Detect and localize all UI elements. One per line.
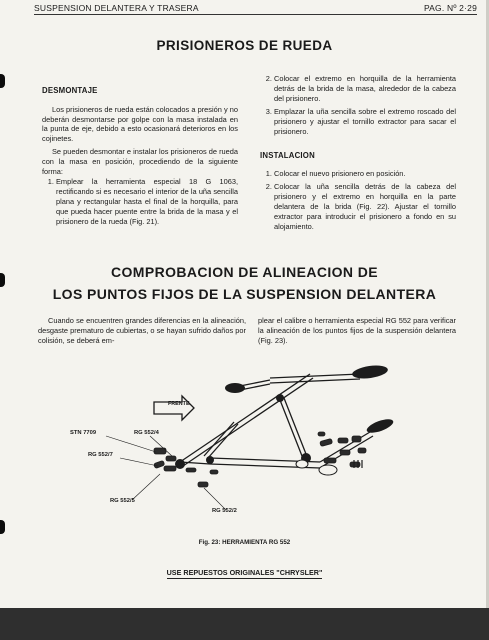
punch-hole: [0, 273, 5, 287]
desmontaje-step-3: 3. Emplazar la uña sencilla sobre el extremo roscado del prisionero y ajustar el tornillo extractor para sacar el prisionero.: [274, 107, 456, 136]
section1-title: PRISIONEROS DE RUEDA: [156, 38, 333, 53]
label-rg-552-4: RG 552/4: [134, 430, 159, 436]
instalacion-heading: INSTALACION: [260, 150, 315, 160]
desmontaje-paragraph-1: Los prisioneros de rueda están colocados a presión y no deberán desmontarse por golpe con la masa instalada en la punta de eje, debido a esto ocasionará deterioros en los cojinetes.: [42, 104, 238, 144]
label-rg-552-7: RG 552/7: [88, 452, 113, 458]
label-rg-552-2: RG 552/2: [212, 508, 237, 514]
gauge-joint-left: [175, 459, 185, 469]
punch-hole: [0, 74, 5, 88]
leader-rg-552-2: [204, 488, 226, 510]
label-stn-7709: STN 7709: [70, 430, 97, 436]
footer-text: USE REPUESTOS ORIGINALES "CHRYSLER": [166, 568, 323, 577]
gauge-right-arm: [320, 432, 370, 462]
section2-paragraph-left: Cuando se encuentren grandes diferencias en la alineación, desgaste prematuro de cubiertas, o se hayan sufrido daños por colisión, se deberá em-: [38, 316, 246, 345]
page-footer: [0, 568, 489, 577]
punch-hole: [0, 520, 5, 534]
desmontaje-heading: DESMONTAJE: [42, 86, 98, 95]
section2-title-line2: LOS PUNTOS FIJOS DE LA SUSPENSION DELANTERA: [52, 286, 437, 302]
desmontaje-step-2: 2. Colocar el extremo en horquilla de la herramienta detrás de la brida de la masa, alrededor de la cabeza del prisionero.: [274, 74, 456, 103]
frente-arrow-label: FRENTE: [168, 401, 190, 407]
section2-paragraph-right: plear el calibre o herramienta especial RG 552 para verificar la alineación de los puntos fijos de la suspensión delantera (Fig. 23).: [258, 316, 456, 345]
label-rg-552-5: RG 552/5: [110, 498, 135, 504]
gauge-pad-top-right: [351, 364, 388, 381]
desmontaje-paragraph-2: Se pueden desmontar e instalar los prisioneros de rueda con la masa en posición, procediendo de la siguiente forma:: [42, 146, 238, 176]
scan-bottom-edge: [0, 608, 489, 640]
desmontaje-steps-a: [42, 177, 238, 226]
desmontaje-steps-b: [260, 74, 456, 137]
figure-caption: Fig. 23: HERRAMIENTA RG 552: [198, 539, 291, 546]
right-column: [260, 74, 456, 235]
instalacion-steps: [260, 169, 456, 232]
gauge-top-arm: [270, 374, 360, 378]
desmontaje-step-1: 1. Emplear la herramienta especial 18 G 1063, rectificando si es necesario el interior de la uña sencilla plana y rectangular hasta el final de la horquilla, para que pueda hacer puente entre la brida de la masa y el prisionero de la rueda (Fig. 21).: [56, 177, 238, 226]
leader-rg-552-5: [132, 474, 160, 500]
header-section: SUSPENSION DELANTERA Y TRASERA: [34, 3, 199, 13]
leader-rg-552-7: [120, 458, 158, 466]
header-rule: [34, 14, 477, 15]
frente-arrow: [154, 396, 194, 420]
instalacion-step-1: 1. Colocar el nuevo prisionero en posición.: [274, 169, 456, 179]
figure-23: [70, 352, 420, 527]
gauge-pad-top-left: [225, 383, 245, 393]
leader-stn-7709: [106, 436, 156, 452]
header-page-number: PAG. Nº 2·29: [423, 3, 477, 13]
section2-title-line1: COMPROBACION DE ALINEACION DE: [111, 264, 378, 280]
gauge-strut-right: [280, 400, 302, 456]
gauge-strut-left: [204, 422, 234, 456]
instalacion-step-2: 2. Colocar la uña sencilla detrás de la cabeza del prisionero y el extremo en horquilla en la parte delantera de la brida (Fig. 22). Ajustar el tornillo extractor para introducir el prisionero a fondo en su alojamiento.: [274, 182, 456, 231]
gauge-main-bar: [180, 374, 310, 462]
desmontaje-column: [42, 86, 238, 230]
